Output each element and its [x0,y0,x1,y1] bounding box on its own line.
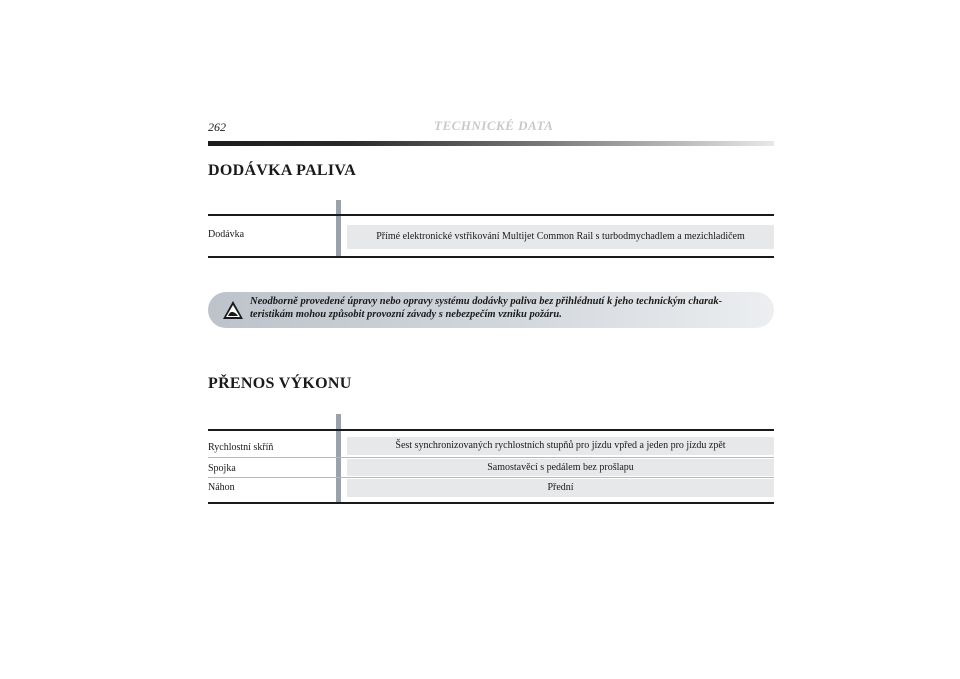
fuel-row-value: Přímé elektronické vstřikování Multijet Common Rail s turbodmychadlem a mezichladičem [347,225,774,249]
fuel-section-title: DODÁVKA PALIVA [208,162,357,179]
drive-value: Přední [347,479,774,497]
fuel-row-label: Dodávka [208,229,245,240]
gearbox-label: Rychlostní skříň [208,442,274,453]
row-separator [208,457,774,458]
transmission-section-title: PŘENOS VÝKONU [208,375,352,392]
warning-triangle-icon [222,299,244,321]
drive-label: Náhon [208,482,235,493]
header-rule [208,141,774,146]
row-separator [208,477,774,478]
fuel-table-divider [336,200,341,258]
transmission-table-bottom-rule [208,502,774,504]
running-head: TECHNICKÉ DATA [434,118,554,133]
fuel-table-bottom-rule [208,256,774,258]
transmission-table-top-rule [208,429,774,431]
fuel-table-top-rule [208,214,774,216]
transmission-table-divider [336,414,341,504]
warning-box [208,292,774,328]
warning-text [250,295,770,321]
warning-text-line-2: teristikám mohou způsobit provozní závady s nebezpečím vzniku požáru. [250,309,562,320]
clutch-value: Samostavěcí s pedálem bez prošlapu [347,459,774,476]
page-number: 262 [208,120,226,134]
warning-text-line-1: Neodborně provedené úpravy nebo opravy systému dodávky paliva bez přihlédnutí k jeho technickým charak- [250,296,723,307]
clutch-label: Spojka [208,463,236,474]
gearbox-value: Šest synchronizovaných rychlostních stupňů pro jízdu vpřed a jeden pro jízdu zpět [347,437,774,455]
